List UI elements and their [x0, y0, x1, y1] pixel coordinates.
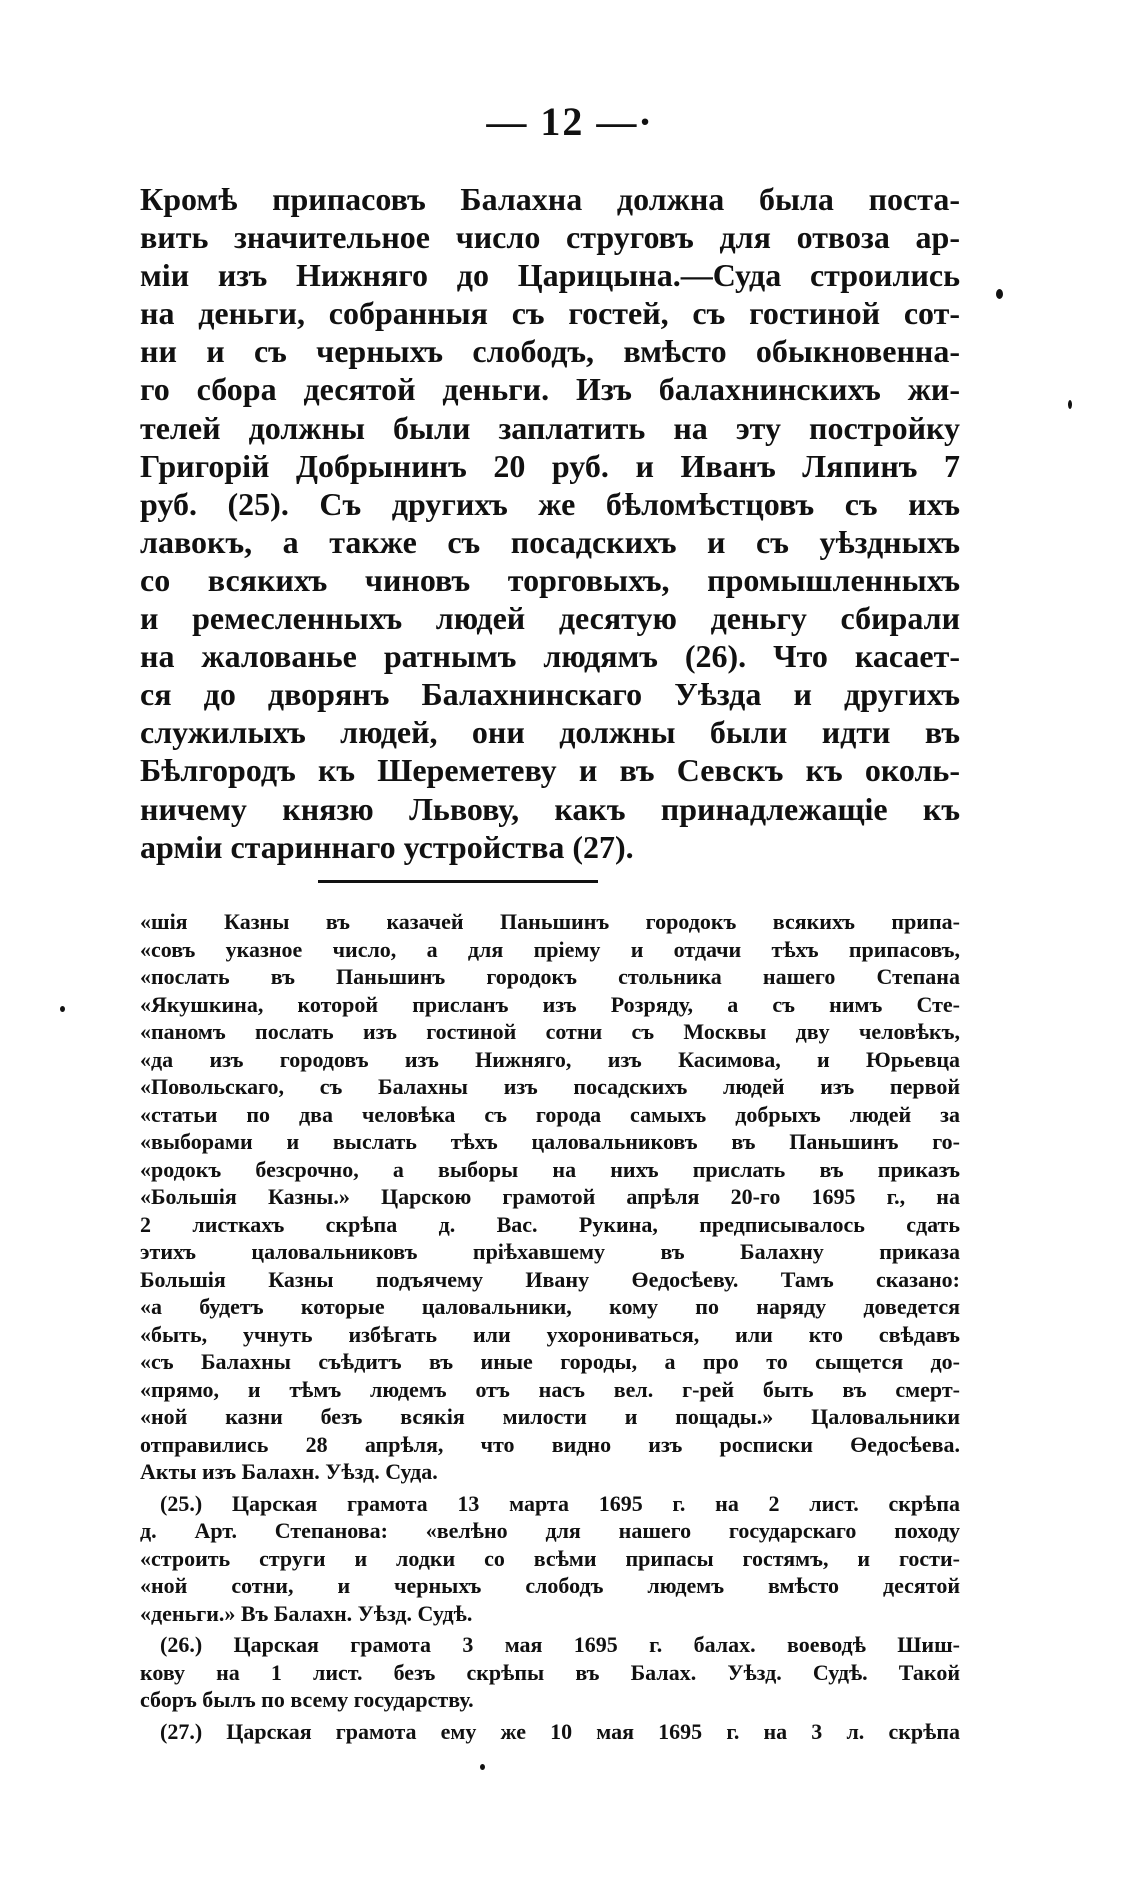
- footnote-line: «съ Балахны съѣдитъ въ иные городы, а про то сыщется до-: [140, 1349, 960, 1374]
- footnote-line: «статьи по два человѣка съ города самыхъ добрыхъ людей за: [140, 1101, 960, 1127]
- main-text-line: на деньги, собранныя съ гостей, съ гостиной сот-: [140, 295, 960, 332]
- footnotes: [140, 908, 960, 1745]
- main-text-line: арміи стариннаго устройства (27).: [140, 828, 634, 865]
- main-text-line: го сбора десятой деньги. Изъ балахнинскихъ жи-: [140, 371, 960, 408]
- footnote-line: «Якушкина, которой присланъ изъ Розряду, а съ нимъ Сте-: [140, 991, 960, 1017]
- footnote-divider: [318, 880, 598, 883]
- footnote-line: «деньги.» Въ Балахн. Уѣзд. Судѣ.: [140, 1600, 473, 1626]
- footnote-line: «прямо, и тѣмъ людемъ отъ насъ вел. г-рей быть въ смерт-: [140, 1376, 960, 1402]
- footnote-line: отправились 28 апрѣля, что видно изъ росписки Өедосѣева.: [140, 1431, 960, 1457]
- main-text: [140, 180, 960, 866]
- main-text-line: ни и съ черныхъ слободъ, вмѣсто обыкновенна-: [140, 333, 960, 370]
- footnote-25-line: (25.) Царская грамота 13 марта 1695 г. на 2 лист. скрѣпа: [160, 1490, 960, 1516]
- main-text-line: на жалованье ратнымъ людямъ (26). Что касает-: [140, 638, 960, 675]
- main-text-line: ся до дворянъ Балахнинскаго Уѣзда и другихъ: [140, 676, 960, 713]
- main-text-line: Бѣлгородъ къ Шереметеву и въ Севскъ къ околь-: [140, 752, 960, 789]
- main-text-line: со всякихъ чиновъ торговыхъ, промышленныхъ: [140, 561, 960, 598]
- main-text-line: служилыхъ людей, они должны были идти въ: [140, 714, 960, 751]
- footnote-line: 2 листкахъ скрѣпа д. Вас. Рукина, предписывалось сдать: [140, 1211, 960, 1237]
- footnote-line: Акты изъ Балахн. Уѣзд. Суда.: [140, 1459, 438, 1484]
- main-text-line: лавокъ, а также съ посадскихъ и съ уѣздныхъ: [140, 523, 960, 560]
- footnote-line: «строить струги и лодки со всѣми припасы гостямъ, и гости-: [140, 1545, 960, 1571]
- footnote-line: «ной казни безъ всякія милости и пощады.» Цаловальники: [140, 1404, 960, 1429]
- main-text-line: и ремесленныхъ людей десятую деньгу сбирали: [140, 600, 960, 637]
- footnote-line: сборъ былъ по всему государству.: [140, 1687, 474, 1712]
- ink-speck: [60, 1006, 65, 1012]
- footnote-line: д. Арт. Степанова: «велѣно для нашего государскаго походу: [140, 1518, 960, 1543]
- footnote-line: «да изъ городовъ изъ Нижняго, изъ Касимова, и Юрьевца: [140, 1046, 960, 1072]
- main-text-line: міи изъ Нижняго до Царицына.—Суда строились: [140, 257, 960, 294]
- main-text-line: ничему князю Львову, какъ принадлежащіе къ: [140, 790, 960, 827]
- main-text-line: Кромѣ припасовъ Балахна должна была поста-: [140, 181, 960, 217]
- footnote-line: Большія Казны подъячему Ивану Өедосѣеву. Тамъ сказано:: [140, 1266, 960, 1292]
- footnote-line: «Повольскаго, съ Балахны изъ посадскихъ людей изъ первой: [140, 1074, 960, 1099]
- main-text-line: руб. (25). Съ другихъ же бѣломѣстцовъ съ ихъ: [140, 485, 960, 522]
- footnote-line: «быть, учнуть избѣгать или ухорониваться, или кто свѣдавъ: [140, 1321, 960, 1347]
- main-text-line: вить значительное число струговъ для отвоза ар-: [140, 219, 960, 256]
- page-number: — 12 —·: [486, 99, 654, 144]
- main-text-line: Григорій Добрынинъ 20 руб. и Иванъ Ляпинъ 7: [140, 447, 960, 484]
- ink-speck: [480, 1764, 485, 1770]
- footnote-line: «совъ указное число, а для пріему и отдачи тѣхъ припасовъ,: [140, 936, 960, 962]
- footnote-line: «ной сотни, и черныхъ слободъ людемъ вмѣсто десятой: [140, 1573, 960, 1598]
- footnote-line: «выборами и выслать тѣхъ цаловальниковъ въ Паньшинъ го-: [140, 1129, 960, 1154]
- ink-speck: [996, 289, 1003, 299]
- footnote-line: «Большія Казны.» Царскою грамотой апрѣля 20-го 1695 г., на: [140, 1184, 960, 1209]
- footnote-line: этихъ цаловальниковъ пріѣхавшему въ Балахну приказа: [140, 1239, 960, 1264]
- ink-speck: [1068, 400, 1072, 409]
- footnote-27-line: (27.) Царская грамота ему же 10 мая 1695 г. на 3 л. скрѣпа: [160, 1718, 960, 1744]
- footnote-line: «паномъ послать изъ гостиной сотни съ Москвы двy человѣкъ,: [140, 1019, 960, 1044]
- footnote-line: «послать въ Паньшинъ городокъ стольника нашего Степана: [140, 964, 960, 989]
- footnote-26-line: (26.) Царская грамота 3 мая 1695 г. балах. воеводѣ Шиш-: [160, 1632, 960, 1657]
- footnote-line: «родокъ безсрочно, а выборы на нихъ прислать въ приказъ: [140, 1156, 960, 1182]
- footnote-line: кову на 1 лист. безъ скрѣпы въ Балах. Уѣзд. Судѣ. Такой: [140, 1659, 960, 1685]
- footnote-line: «а будетъ которые цаловальники, кому по наряду доведется: [140, 1294, 960, 1319]
- main-text-line: телей должны были заплатить на эту постройку: [140, 409, 960, 446]
- footnote-line: «шія Казны въ казачей Паньшинъ городокъ всякихъ припа-: [140, 909, 960, 934]
